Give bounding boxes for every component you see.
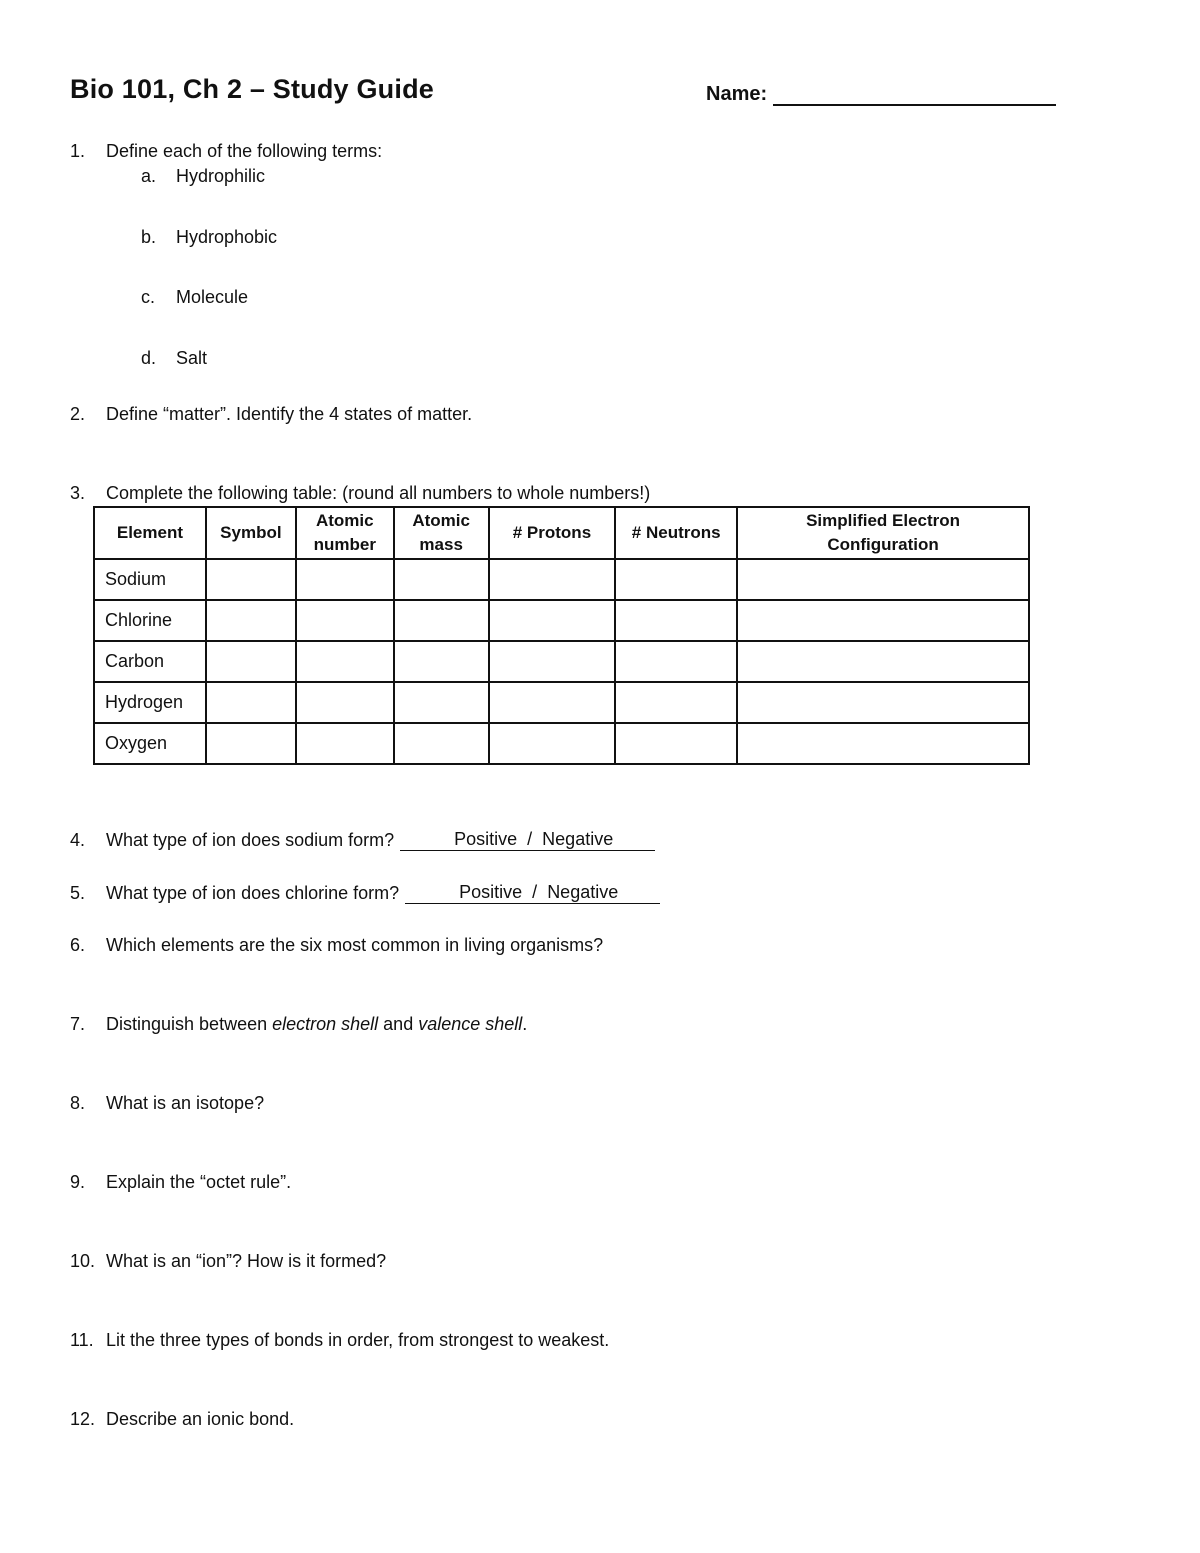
table-cell[interactable] <box>296 723 394 764</box>
question-8 <box>70 1092 264 1114</box>
table-cell[interactable] <box>615 723 737 764</box>
answer-choice-positive-negative[interactable]: Positive / Negative <box>400 829 655 851</box>
table-cell[interactable] <box>296 559 394 600</box>
header-protons: # Protons <box>489 507 616 559</box>
question-1 <box>70 140 382 162</box>
question-number: 8. <box>70 1093 86 1113</box>
table-cell[interactable] <box>394 641 489 682</box>
term-letter: a. <box>141 166 157 186</box>
question-text: Define “matter”. Identify the 4 states of matter. <box>106 404 473 424</box>
question-text: Describe an ionic bond. <box>106 1409 295 1429</box>
question-number: 1. <box>70 141 86 161</box>
table-cell[interactable] <box>206 559 296 600</box>
table-row <box>94 682 1029 723</box>
table-cell[interactable] <box>394 600 489 641</box>
element-name: Oxygen <box>94 723 206 764</box>
question-text-part: and <box>378 1014 419 1034</box>
table-header-row <box>94 507 1029 559</box>
table-cell[interactable] <box>615 600 737 641</box>
question-12 <box>70 1408 294 1430</box>
question-text: What is an isotope? <box>106 1093 265 1113</box>
term-letter: c. <box>141 287 156 307</box>
term-item-c <box>141 286 248 308</box>
term-text: Molecule <box>176 287 249 307</box>
question-text <box>106 1013 527 1035</box>
table-row <box>94 723 1029 764</box>
table-cell[interactable] <box>489 682 616 723</box>
term-item-d <box>141 347 207 369</box>
question-5 <box>70 882 660 904</box>
element-name: Sodium <box>94 559 206 600</box>
table-cell[interactable] <box>737 641 1029 682</box>
question-9 <box>70 1171 291 1193</box>
question-text: Complete the following table: (round all numbers to whole numbers!) <box>106 483 651 503</box>
question-number: 5. <box>70 883 86 903</box>
question-number: 11. <box>70 1330 94 1350</box>
term-item-a <box>141 165 265 187</box>
question-text: What is an “ion”? How is it formed? <box>106 1251 387 1271</box>
question-text: Lit the three types of bonds in order, from strongest to weakest. <box>106 1330 610 1350</box>
name-label: Name: <box>706 83 768 105</box>
question-number: 7. <box>70 1014 86 1034</box>
question-text-part: Distinguish between <box>106 1014 273 1034</box>
question-2 <box>70 403 472 425</box>
page-title: Bio 101, Ch 2 – Study Guide <box>70 74 434 104</box>
question-number: 10. <box>70 1251 96 1271</box>
name-blank-line[interactable] <box>773 82 1056 106</box>
question-7 <box>70 1013 527 1035</box>
table-cell[interactable] <box>615 641 737 682</box>
name-field <box>706 82 1056 106</box>
table-cell[interactable] <box>394 559 489 600</box>
question-text: What type of ion does sodium form? <box>106 830 395 850</box>
header-symbol: Symbol <box>206 507 296 559</box>
element-name: Chlorine <box>94 600 206 641</box>
table-cell[interactable] <box>296 641 394 682</box>
table-cell[interactable] <box>206 723 296 764</box>
question-text: Explain the “octet rule”. <box>106 1172 292 1192</box>
table-cell[interactable] <box>394 723 489 764</box>
table-cell[interactable] <box>206 641 296 682</box>
answer-choice-positive-negative[interactable]: Positive / Negative <box>405 882 660 904</box>
table-cell[interactable] <box>737 682 1029 723</box>
term-text: Hydrophilic <box>176 166 266 186</box>
question-text: Which elements are the six most common in living organisms? <box>106 935 604 955</box>
table-cell[interactable] <box>615 682 737 723</box>
header-electron-configuration: Simplified Electron Configuration <box>737 507 1029 559</box>
question-text: What type of ion does chlorine form? <box>106 883 400 903</box>
table-cell[interactable] <box>489 723 616 764</box>
table-cell[interactable] <box>489 600 616 641</box>
table-cell[interactable] <box>206 682 296 723</box>
table-cell[interactable] <box>296 682 394 723</box>
question-number: 9. <box>70 1172 86 1192</box>
question-11 <box>70 1329 609 1351</box>
question-3 <box>70 482 650 504</box>
table-row <box>94 559 1029 600</box>
table-cell[interactable] <box>489 641 616 682</box>
question-6 <box>70 934 603 956</box>
term-letter: d. <box>141 348 157 368</box>
question-number: 6. <box>70 935 86 955</box>
question-10 <box>70 1250 386 1272</box>
table-row <box>94 641 1029 682</box>
term-letter: b. <box>141 227 157 247</box>
table-cell[interactable] <box>737 600 1029 641</box>
header-atomic-number: Atomic number <box>296 507 394 559</box>
question-number: 12. <box>70 1409 96 1429</box>
element-name: Hydrogen <box>94 682 206 723</box>
table-cell[interactable] <box>394 682 489 723</box>
question-text: Define each of the following terms: <box>106 141 383 161</box>
question-text-part: . <box>522 1014 528 1034</box>
term-valence-shell: valence shell <box>418 1014 523 1034</box>
element-table <box>93 506 1030 765</box>
table-cell[interactable] <box>296 600 394 641</box>
question-4 <box>70 829 655 851</box>
table-cell[interactable] <box>737 723 1029 764</box>
header-atomic-mass: Atomic mass <box>394 507 489 559</box>
term-text: Hydrophobic <box>176 227 278 247</box>
question-number: 2. <box>70 404 86 424</box>
term-electron-shell: electron shell <box>272 1014 379 1034</box>
table-cell[interactable] <box>615 559 737 600</box>
term-text: Salt <box>176 348 208 368</box>
question-number: 3. <box>70 483 86 503</box>
element-name: Carbon <box>94 641 206 682</box>
term-item-b <box>141 226 277 248</box>
table-cell[interactable] <box>206 600 296 641</box>
header-neutrons: # Neutrons <box>615 507 737 559</box>
table-row <box>94 600 1029 641</box>
question-number: 4. <box>70 830 86 850</box>
header-element: Element <box>94 507 206 559</box>
table-cell[interactable] <box>489 559 616 600</box>
table-cell[interactable] <box>737 559 1029 600</box>
